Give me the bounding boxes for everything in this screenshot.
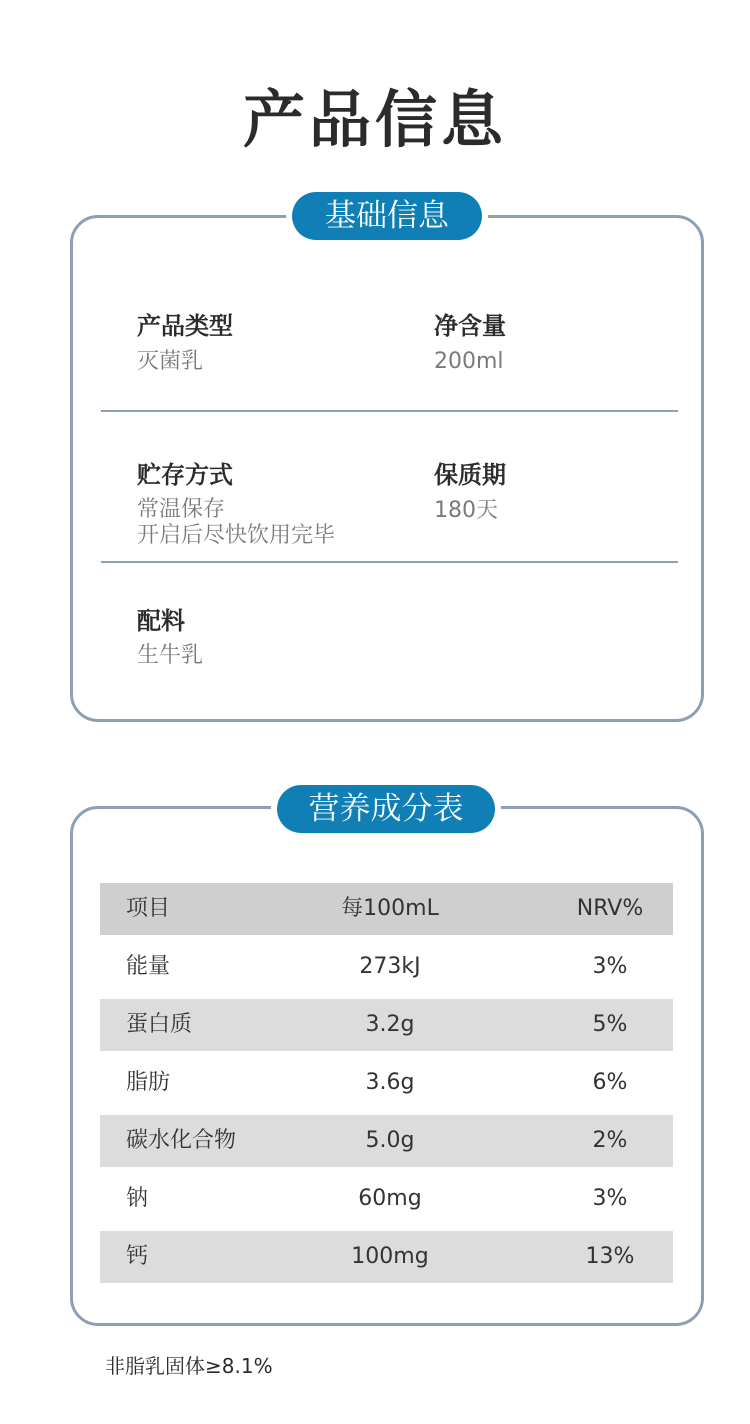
nutrient-nrv: 3% [592, 1186, 628, 1211]
ingredients-label: 配料 [137, 607, 185, 635]
divider [101, 561, 678, 563]
nutrient-amount: 60mg [358, 1186, 422, 1211]
nutrition-table [100, 883, 673, 1289]
net-content-label: 净含量 [434, 312, 506, 340]
nutrient-amount: 3.6g [365, 1070, 415, 1095]
table-header-row [100, 883, 673, 935]
table-row [100, 999, 673, 1051]
nutrient-name: 钙 [126, 1244, 149, 1269]
ingredients-value: 生牛乳 [137, 643, 204, 668]
product-type-value: 灭菌乳 [137, 349, 204, 374]
table-row [100, 1057, 673, 1109]
nutrient-nrv: 5% [592, 1012, 628, 1037]
table-row [100, 1173, 673, 1225]
nutrient-nrv: 13% [585, 1244, 635, 1269]
basic-info-badge: 基础信息 [292, 192, 482, 240]
header-per-100ml: 每100mL [341, 896, 439, 921]
nutrient-nrv: 2% [592, 1128, 628, 1153]
footnote: 非脂乳固体≥8.1% [105, 1354, 273, 1378]
nutrient-amount: 3.2g [365, 1012, 415, 1037]
storage-value-line-2: 开启后尽快饮用完毕 [137, 523, 336, 548]
nutrient-name: 碳水化合物 [126, 1128, 237, 1153]
storage-label: 贮存方式 [137, 461, 233, 489]
nutrient-nrv: 6% [592, 1070, 628, 1095]
storage-value-line-1: 常温保存 [137, 497, 226, 522]
nutrition-badge: 营养成分表 [277, 785, 495, 833]
table-row [100, 941, 673, 993]
nutrient-amount: 100mg [351, 1244, 429, 1269]
nutrient-name: 蛋白质 [126, 1012, 193, 1037]
net-content-value: 200ml [434, 349, 504, 374]
shelf-life-label: 保质期 [434, 461, 506, 489]
table-row [100, 1115, 673, 1167]
nutrient-name: 能量 [126, 954, 171, 979]
nutrient-name: 脂肪 [126, 1070, 171, 1095]
nutrient-name: 钠 [126, 1186, 149, 1211]
header-item: 项目 [126, 896, 171, 921]
nutrient-amount: 273kJ [359, 954, 421, 979]
table-row [100, 1231, 673, 1283]
nutrient-nrv: 3% [592, 954, 628, 979]
product-type-label: 产品类型 [137, 312, 233, 340]
header-nrv: NRV% [576, 896, 644, 921]
page-title: 产品信息 [242, 83, 507, 156]
shelf-life-value: 180天 [434, 498, 498, 523]
divider [101, 410, 678, 412]
nutrient-amount: 5.0g [365, 1128, 415, 1153]
